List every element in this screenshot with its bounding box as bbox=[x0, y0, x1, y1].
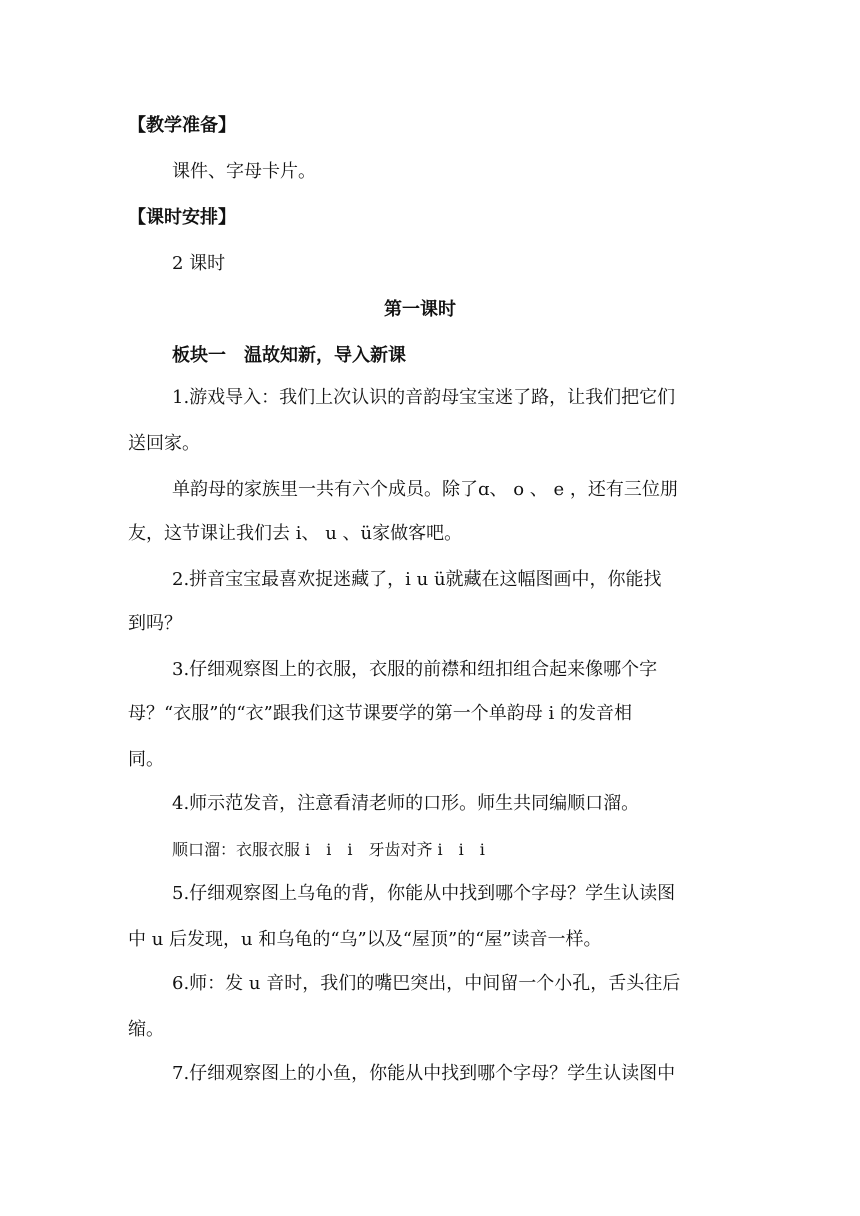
paragraph-line: 3.仔细观察图上的衣服，衣服的前襟和纽扣组合起来像哪个字 bbox=[172, 659, 658, 680]
paragraph-line: 4.师示范发音，注意看清老师的口形。师生共同编顺口溜。 bbox=[172, 793, 640, 814]
schedule-text: 2 课时 bbox=[172, 253, 226, 274]
paragraph-line: 单韵母的家族里一共有六个成员。除了ɑ、 o 、 e ，还有三位朋 bbox=[172, 479, 678, 500]
lesson-title: 第一课时 bbox=[384, 299, 456, 320]
paragraph-line: 7.仔细观察图上的小鱼，你能从中找到哪个字母？学生认读图中 bbox=[172, 1063, 676, 1084]
paragraph-line: 5.仔细观察图上乌龟的背，你能从中找到哪个字母？学生认读图 bbox=[172, 883, 676, 904]
paragraph-line: 6.师：发 u 音时，我们的嘴巴突出，中间留一个小孔，舌头往后 bbox=[172, 973, 681, 994]
schedule-heading: 【课时安排】 bbox=[128, 207, 236, 228]
paragraph-line: 同。 bbox=[128, 749, 164, 770]
section-title: 板块一 温故知新，导入新课 bbox=[172, 345, 406, 366]
paragraph-line: 到吗？ bbox=[128, 613, 182, 634]
paragraph-line: 缩。 bbox=[128, 1019, 164, 1040]
paragraph-line: 中 u 后发现，u 和乌龟的“乌”以及“屋顶”的“屋”读音一样。 bbox=[128, 929, 602, 950]
paragraph-line: 送回家。 bbox=[128, 433, 200, 454]
paragraph-line: 母？“衣服”的“衣”跟我们这节课要学的第一个单韵母 i 的发音相 bbox=[128, 703, 633, 724]
paragraph-line: 友，这节课让我们去 i、 u 、ü家做客吧。 bbox=[128, 523, 463, 544]
prep-text: 课件、字母卡片。 bbox=[172, 161, 316, 182]
paragraph-line: 1.游戏导入：我们上次认识的音韵母宝宝迷了路，让我们把它们 bbox=[172, 387, 676, 408]
prep-heading: 【教学准备】 bbox=[128, 115, 236, 136]
paragraph-line: 2.拼音宝宝最喜欢捉迷藏了，i u ü就藏在这幅图画中，你能找 bbox=[172, 569, 662, 590]
chant-line: 顺口溜：衣服衣服 i i i 牙齿对齐 i i i bbox=[172, 840, 485, 859]
